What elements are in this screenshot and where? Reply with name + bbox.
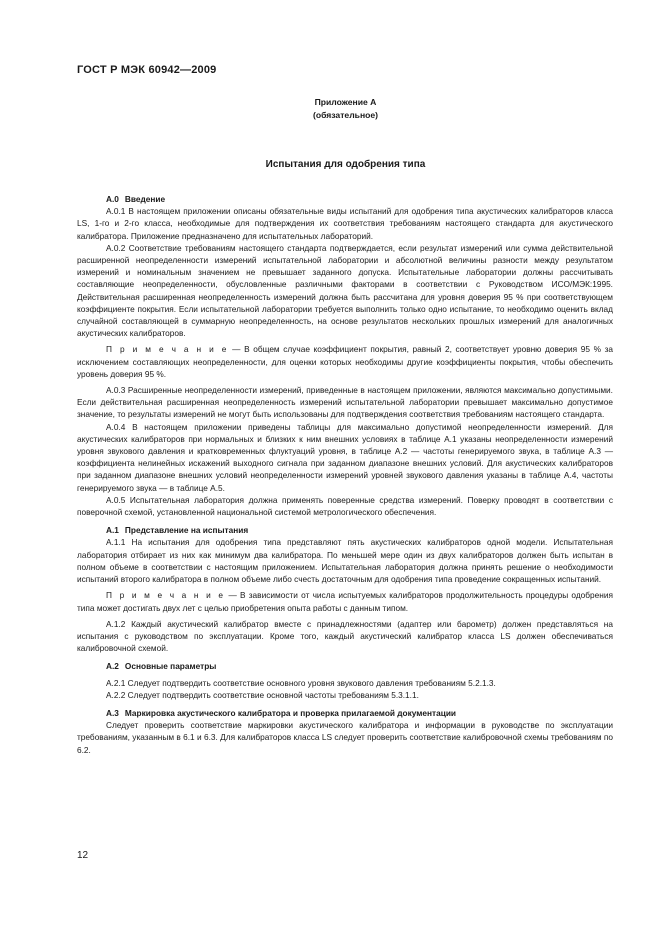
note-text: — В общем случае коэффициент покрытия, равный 2, соответствует уровню доверия 95 % за исключением составляющих неопределенности, для оценки которых необходимы другие коэффициенты покрытия, чтобы обеспечить уровень доверия 95 %. [77,344,613,379]
section-title: Представление на испытания [124,525,249,536]
section-heading-a1 [77,524,613,536]
section-number: А.3 [106,707,119,718]
appendix-title: Приложение А [314,97,377,107]
paragraph-a3-1: Следует проверить соответствие маркировки акустического калибратора и информации в руководстве по эксплуатации требованиям, указанным в 6.1 и 6.3. Для калибраторов класса LS следует проверить соответствие калибровочной схемы требованиям по 6.2. [77,720,613,755]
section-heading-a2 [77,660,613,672]
note-label: П р и м е ч а н и е [106,344,229,355]
note-a0 [77,343,613,380]
paragraph-a0-1: А.0.1 В настоящем приложении описаны обязательные виды испытаний для одобрения типа акустических калибраторов класса LS, 1-го и 2-го класса, необходимые для подтверждения их соответствия требованиям настоящего стандарта для акустического калибратора. Приложение предназначено для испытательных лабораторий. [77,206,613,241]
document-header: ГОСТ Р МЭК 60942—2009 [77,64,217,76]
paragraph-a1-1: А.1.1 На испытания для одобрения типа представляют пять акустических калибраторов одной модели. Испытательная лаборатория отбирает из них как минимум два калибратора. По меньшей мере один из двух калибраторов должен быть испытан в полном объеме в соответствии с настоящим приложением. Испытательная лаборатория должна принять решение о необходимости испытаний второго калибратора в полном объеме либо счесть достаточным для одобрения типа проведение сокращенных испытаний. [77,537,613,585]
main-title: Испытания для одобрения типа [265,159,426,170]
section-number: А.1 [106,525,119,536]
section-title: Маркировка акустического калибратора и проверка прилагаемой документации [124,707,457,718]
note-label: П р и м е ч а н и е [106,590,226,601]
section-title: Введение [124,194,166,204]
appendix-heading [0,96,661,122]
paragraph-a1-2: А.1.2 Каждый акустический калибратор вместе с принадлежностями (адаптер или барометр) должен представляться на испытания с руководством по эксплуатации. Кроме того, каждый акустический калибратор класса LS должен обеспечиваться калибровочной схемой. [77,618,613,654]
section-number: А.2 [106,661,119,672]
note-a1 [77,589,613,613]
paragraph-a0-4: А.0.4 В настоящем приложении приведены таблицы для максимально допустимой неопределенности измерений. Для акустических калибраторов при нормальных и близких к ним внешних условиях в таблице А.1 указаны неопределенности измерений уровня звукового давления и кратковременных флуктуаций уровня, в таблице А.2 — частоты генерируемого звука, в таблице А.3 — коэффициента нелинейных искажений выходного сигнала при заданном диапазоне внешних условий. Для акустических калибраторов при заданном диапазоне внешних условий неопределенности измерений уровней звукового давления указаны в таблице А.4, частоты генерируемого звука — в таблице А.5. [77,421,613,493]
section-heading-a0 [77,193,613,205]
section-heading-a3 [77,707,613,719]
page-number: 12 [77,850,89,861]
paragraph-a2-1: А.2.1 Следует подтвердить соответствие основного уровня звукового давления требованиям 5.2.1.3. [106,677,496,688]
paragraph-a2-2: А.2.2 Следует подтвердить соответствие основной частоты требованиям 5.3.1.1. [106,689,419,700]
paragraph-a0-2: А.0.2 Соответствие требованиям настоящего стандарта подтверждается, если результат измерений или сумма действительной расширенной неопределенности измерений испытательной лаборатории и абсолютной величины разности между результатом измерений и номинальным значением не превышает заданного допуска. Испытательные лаборатории должны рассчитывать составляющие неопределенности, обусловленные различными факторами в соответствии с Руководством ИСО/МЭК:1995. Действительная расширенная неопределенность измерений должна быть рассчитана для уровня доверия 95 % при соответствующем коэффициенте покрытия. Если испытательной лаборатории требуется выполнить только одно испытание, то необходимо оценить вклад случайной составляющей в суммарную неопределенность, на основе результатов нескольких прошлых измерений для аналогичных акустических калибраторов. [77,242,613,339]
note-text: — В зависимости от числа испытуемых калибраторов продолжительность процедуры одобрения типа может достигать двух лет с целью приобретения опыта работы с данным типом. [77,590,613,613]
document-body [77,193,613,756]
paragraph-a0-3: А.0.3 Расширенные неопределенности измерений, приведенные в настоящем приложении, являются максимально допустимыми. Если действительная расширенная неопределенность измерений испытательной лаборатории превышает максимально допустимое значение, то результаты измерений не могут быть использованы для подтверждения соответствия требованиям настоящего стандарта. [77,385,613,420]
appendix-status: (обязательное) [312,110,379,120]
section-number: А.0 [106,194,119,204]
section-title: Основные параметры [124,661,217,672]
paragraph-a0-5: А.0.5 Испытательная лаборатория должна применять поверенные средства измерений. Поверку проводят в соответствии с поверочной схемой, установленной национальной системой метрологического обеспечения. [77,494,613,518]
